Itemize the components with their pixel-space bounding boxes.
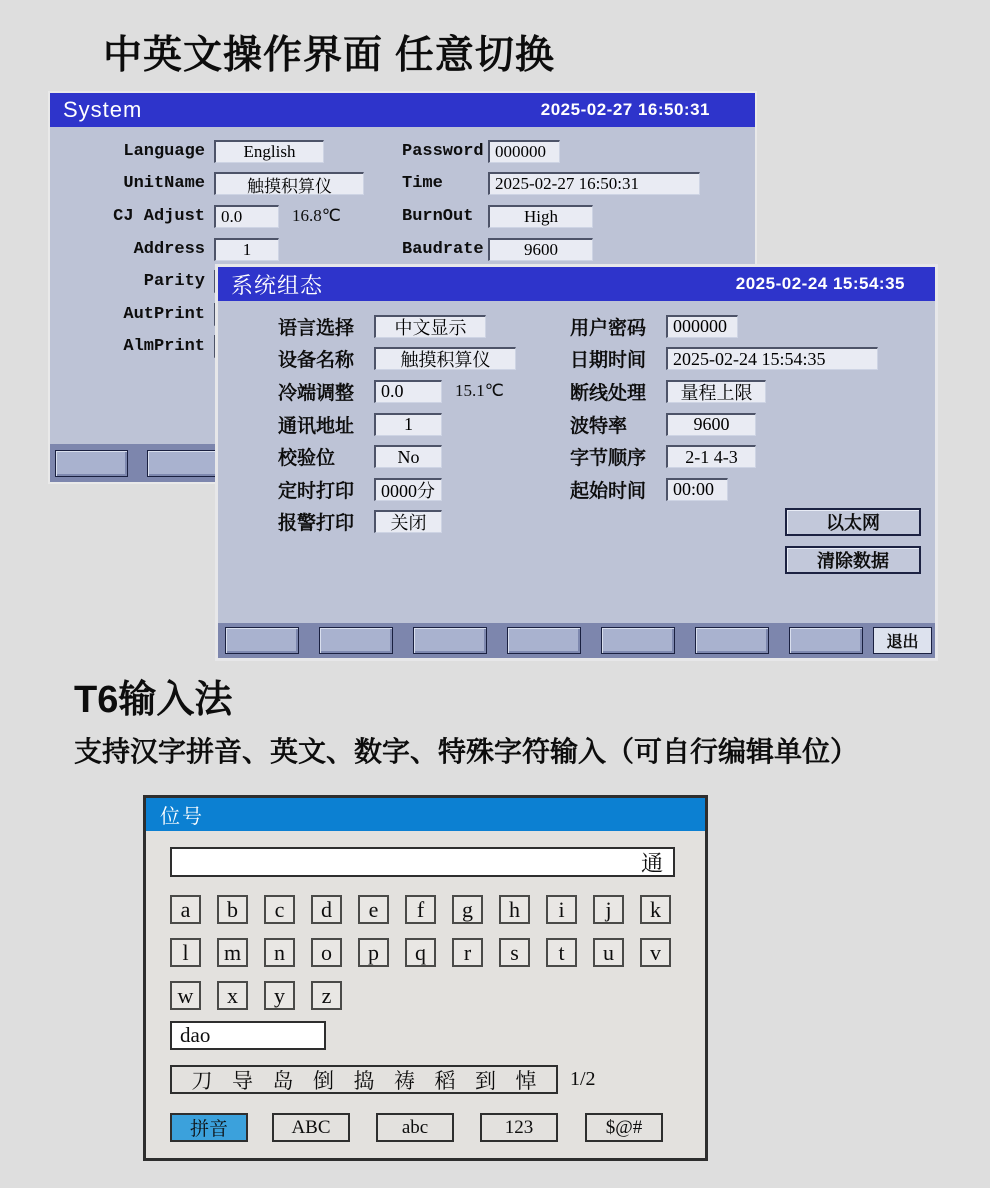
ime-key-row-2 [170,938,671,967]
ime-key-u[interactable]: u [593,938,624,967]
chinese-window-datetime: 2025-02-24 15:54:35 [735,274,905,293]
chinese-right-label: 用户密码 [570,317,647,339]
chinese-left-suffix: 15.1℃ [455,381,504,401]
ime-key-c[interactable]: c [264,895,295,924]
ime-key-w[interactable]: w [170,981,201,1010]
ime-key-t[interactable]: t [546,938,577,967]
english-left-suffix: 16.8℃ [292,206,341,226]
ime-candidate[interactable]: 稻 [434,1069,456,1093]
chinese-left-row [278,440,516,473]
softkey-button[interactable] [147,450,220,477]
english-right-row [402,168,700,201]
chinese-right-label: 日期时间 [570,350,647,372]
ime-candidate-list [170,1065,558,1094]
ime-candidate[interactable]: 捣 [353,1069,375,1093]
chinese-window-title: 系统组态 [231,272,324,298]
ime-key-row-1 [170,895,671,924]
ime-key-p[interactable]: p [358,938,389,967]
ime-key-x[interactable]: x [217,981,248,1010]
english-left-row [64,135,364,168]
chinese-right-label: 字节顺序 [570,448,647,470]
chinese-right-row [570,440,878,473]
ime-key-y[interactable]: y [264,981,295,1010]
chinese-right-label: 起始时间 [570,480,647,502]
chinese-right-row [570,408,878,441]
english-left-field[interactable]: 0.0 [214,205,279,228]
english-right-label: Time [402,174,443,194]
chinese-left-label: 通讯地址 [278,415,355,437]
ime-key-o[interactable]: o [311,938,342,967]
exit-button[interactable]: 退出 [873,627,932,654]
softkey-button[interactable] [789,627,863,654]
ime-key-row-3 [170,981,342,1010]
chinese-right-row [570,343,878,376]
chinese-left-label: 设备名称 [278,350,355,372]
side-button[interactable]: 清除数据 [785,546,921,574]
ime-key-v[interactable]: v [640,938,671,967]
softkey-button[interactable] [507,627,581,654]
chinese-right-field[interactable]: 量程上限 [666,380,766,403]
english-left-row [64,168,364,201]
chinese-left-field[interactable]: 关闭 [374,510,442,533]
chinese-left-row [278,310,516,343]
ime-key-i[interactable]: i [546,895,577,924]
ime-key-z[interactable]: z [311,981,342,1010]
softkey-button[interactable] [601,627,675,654]
ime-candidate[interactable]: 悼 [515,1069,537,1093]
ime-key-n[interactable]: n [264,938,295,967]
chinese-left-field[interactable]: 1 [374,413,442,436]
chinese-right-row [570,375,878,408]
chinese-left-field[interactable]: 0.0 [374,380,442,403]
chinese-left-row [278,473,516,506]
chinese-right-field[interactable]: 2-1 4-3 [666,445,756,468]
ime-key-a[interactable]: a [170,895,201,924]
softkey-button[interactable] [55,450,128,477]
english-left-row [64,233,364,266]
ime-candidate[interactable]: 刀 [191,1069,213,1093]
ime-mode-upper-abc[interactable]: ABC [272,1113,350,1142]
chinese-right-field[interactable]: 2025-02-24 15:54:35 [666,347,878,370]
english-left-label: Parity [143,272,205,292]
english-left-label: AlmPrint [123,337,205,357]
english-left-label: Language [123,141,205,161]
english-left-field[interactable]: 触摸积算仪 [214,172,364,195]
ime-key-q[interactable]: q [405,938,436,967]
english-right-row [402,135,700,168]
english-left-label: AutPrint [123,304,205,324]
section-title-t6-ime: T6输入法 [74,679,233,721]
chinese-bottom-softkey-bar [218,623,935,658]
page-title-language-switch: 中英文操作界面 任意切换 [103,34,555,77]
chinese-window-titlebar [218,267,935,301]
chinese-left-row [278,343,516,376]
chinese-left-label: 语言选择 [278,317,355,339]
english-window-titlebar [50,93,755,127]
ime-dialog-titlebar: 位号 [146,798,705,831]
chinese-left-row [278,375,516,408]
chinese-left-field[interactable]: No [374,445,442,468]
english-right-label: BurnOut [402,206,474,226]
ime-key-m[interactable]: m [217,938,248,967]
chinese-fields-left-column [278,310,516,538]
chinese-system-window [218,267,935,658]
english-right-row [402,200,700,233]
chinese-left-field[interactable]: 中文显示 [374,315,486,338]
english-right-row [402,233,700,266]
chinese-right-field[interactable]: 00:00 [666,478,728,501]
ime-candidate[interactable]: 倒 [313,1069,334,1093]
ime-dialog [143,795,708,1161]
ime-mode-pinyin[interactable]: 拼音 [170,1113,248,1142]
english-fields-right-column [402,135,700,265]
ime-key-h[interactable]: h [499,895,530,924]
ime-mode-symbols[interactable]: $@# [585,1113,663,1142]
chinese-right-field[interactable]: 000000 [666,315,738,338]
ime-candidate[interactable]: 祷 [394,1069,415,1093]
chinese-right-label: 断线处理 [570,382,647,404]
english-left-label: UnitName [123,174,205,194]
ime-key-r[interactable]: r [452,938,483,967]
chinese-side-buttons [785,508,921,574]
softkey-button[interactable] [225,627,299,654]
ime-candidate[interactable]: 导 [232,1069,253,1093]
english-left-row [64,200,364,233]
english-left-label: CJ Adjust [113,206,205,226]
english-right-label: Password [402,141,484,161]
english-window-datetime: 2025-02-27 16:50:31 [540,100,710,119]
chinese-right-label: 波特率 [570,415,628,437]
chinese-left-field[interactable]: 0000分 [374,478,442,501]
english-right-field[interactable]: 9600 [488,238,593,261]
chinese-left-label: 校验位 [278,448,336,470]
english-right-field[interactable]: 2025-02-27 16:50:31 [488,172,700,195]
english-right-label: Baudrate [402,239,484,259]
softkey-button[interactable] [413,627,487,654]
ime-key-k[interactable]: k [640,895,671,924]
ime-mode-numbers[interactable]: 123 [480,1113,558,1142]
english-window-title: System [63,97,143,122]
chinese-right-row [570,310,878,343]
english-right-field[interactable]: High [488,205,593,228]
softkey-button[interactable] [319,627,393,654]
section-subtitle-t6-ime: 支持汉字拼音、英文、数字、特殊字符输入（可自行编辑单位） [74,736,859,767]
ime-key-l[interactable]: l [170,938,201,967]
ime-key-f[interactable]: f [405,895,436,924]
chinese-fields-right-column [570,310,878,506]
chinese-left-row [278,408,516,441]
ime-candidate[interactable]: 到 [475,1069,496,1093]
ime-key-e[interactable]: e [358,895,389,924]
chinese-left-label: 冷端调整 [278,382,355,404]
chinese-right-field[interactable]: 9600 [666,413,756,436]
english-right-field[interactable]: 000000 [488,140,560,163]
ime-key-j[interactable]: j [593,895,624,924]
softkey-button[interactable] [695,627,769,654]
ime-key-d[interactable]: d [311,895,342,924]
ime-pinyin-buffer[interactable]: dao [170,1021,326,1050]
ime-key-g[interactable]: g [452,895,483,924]
chinese-left-label: 定时打印 [278,480,355,502]
chinese-left-row [278,506,516,539]
ime-key-b[interactable]: b [217,895,248,924]
ime-text-input[interactable]: 通 [170,847,675,877]
ime-candidate-page-indicator: 1/2 [570,1068,596,1090]
chinese-right-row [570,473,878,506]
ime-candidate[interactable]: 岛 [272,1069,294,1093]
english-left-field[interactable]: 1 [214,238,279,261]
side-button[interactable]: 以太网 [785,508,921,536]
english-left-label: Address [133,239,205,259]
ime-mode-lower-abc[interactable]: abc [376,1113,454,1142]
chinese-left-label: 报警打印 [278,513,355,535]
chinese-left-field[interactable]: 触摸积算仪 [374,347,516,370]
ime-key-s[interactable]: s [499,938,530,967]
english-left-field[interactable]: English [214,140,324,163]
